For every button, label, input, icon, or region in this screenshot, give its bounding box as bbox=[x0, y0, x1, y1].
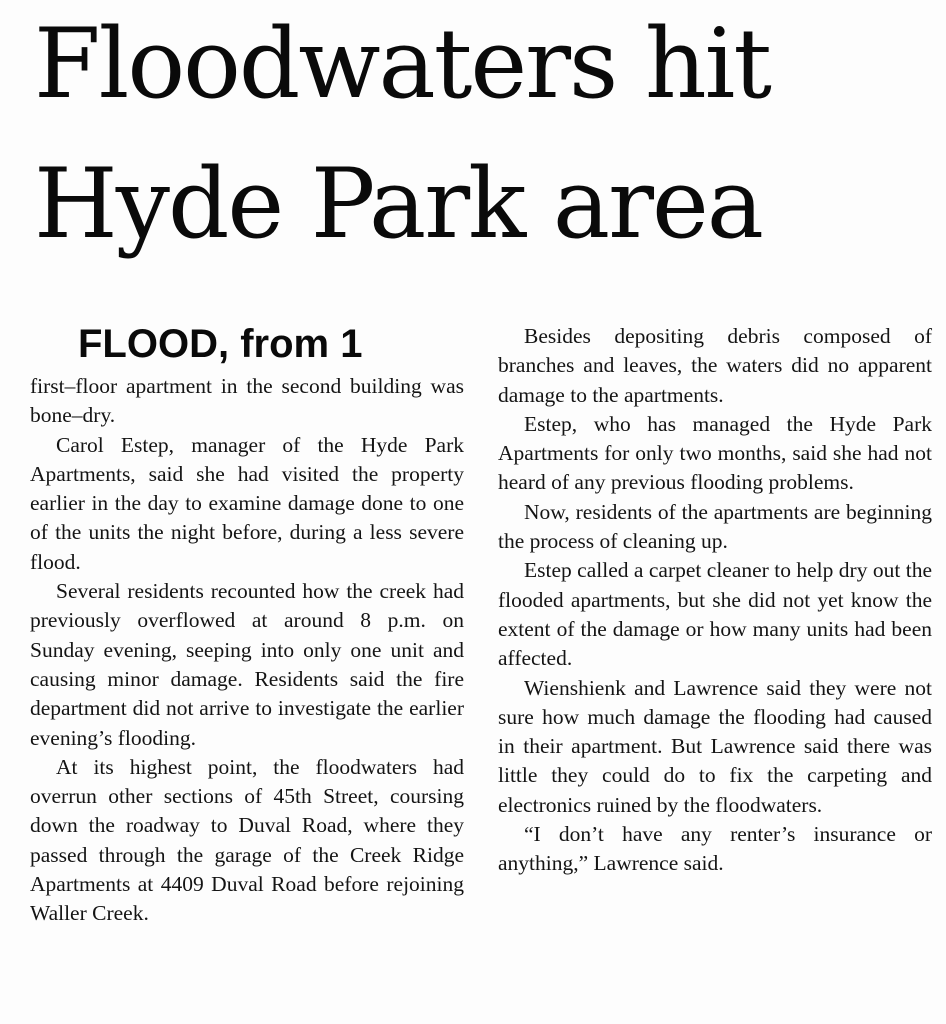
headline-line-1: Floodwaters hit bbox=[34, 8, 770, 120]
paragraph: “I don’t have any renter’s insurance or anything,” Lawrence said. bbox=[498, 822, 932, 876]
paragraph: Estep, who has managed the Hyde Park Apartments for only two months, said she had not heard of any previous flooding problems. bbox=[498, 411, 932, 495]
paragraph: Carol Estep, manager of the Hyde Park Apartments, said she had visited the property earlier in the day to examine damage done to one of the units the night before, during a less severe flood. bbox=[30, 432, 464, 574]
paragraph: Wienshienk and Lawrence said they were not sure how much damage the flooding had caused in their apartment. But Lawrence said there was little they could do to fix the carpeting and electronics ruined by the floodwaters. bbox=[498, 675, 932, 817]
column-right bbox=[498, 322, 932, 879]
column-left bbox=[30, 372, 464, 929]
paragraph: Now, residents of the apartments are beginning the process of cleaning up. bbox=[498, 499, 932, 554]
paragraph: Estep called a carpet cleaner to help dry out the flooded apartments, but she did not yet know the extent of the damage or how many units had been affected. bbox=[498, 558, 932, 671]
headline-line-2: Hyde Park area bbox=[34, 148, 762, 260]
paragraph: Besides depositing debris composed of branches and leaves, the waters did no apparent damage to the apartments. bbox=[498, 324, 932, 407]
paragraph: first–floor apartment in the second building was bone–dry. bbox=[30, 374, 464, 428]
paragraph: At its highest point, the floodwaters had overrun other sections of 45th Street, coursing down the roadway to Duval Road, where they passed through the garage of the Creek Ridge Apartments at 4409 Duval Road before rejoining Waller Creek. bbox=[30, 754, 464, 926]
jump-label: FLOOD, from 1 bbox=[78, 322, 363, 366]
paragraph: Several residents recounted how the creek had previously overflowed at around 8 p.m. on Sunday evening, seeping into only one unit and causing minor damage. Residents said the fire department did not arrive to investigate the earlier evening’s flooding. bbox=[30, 579, 464, 750]
